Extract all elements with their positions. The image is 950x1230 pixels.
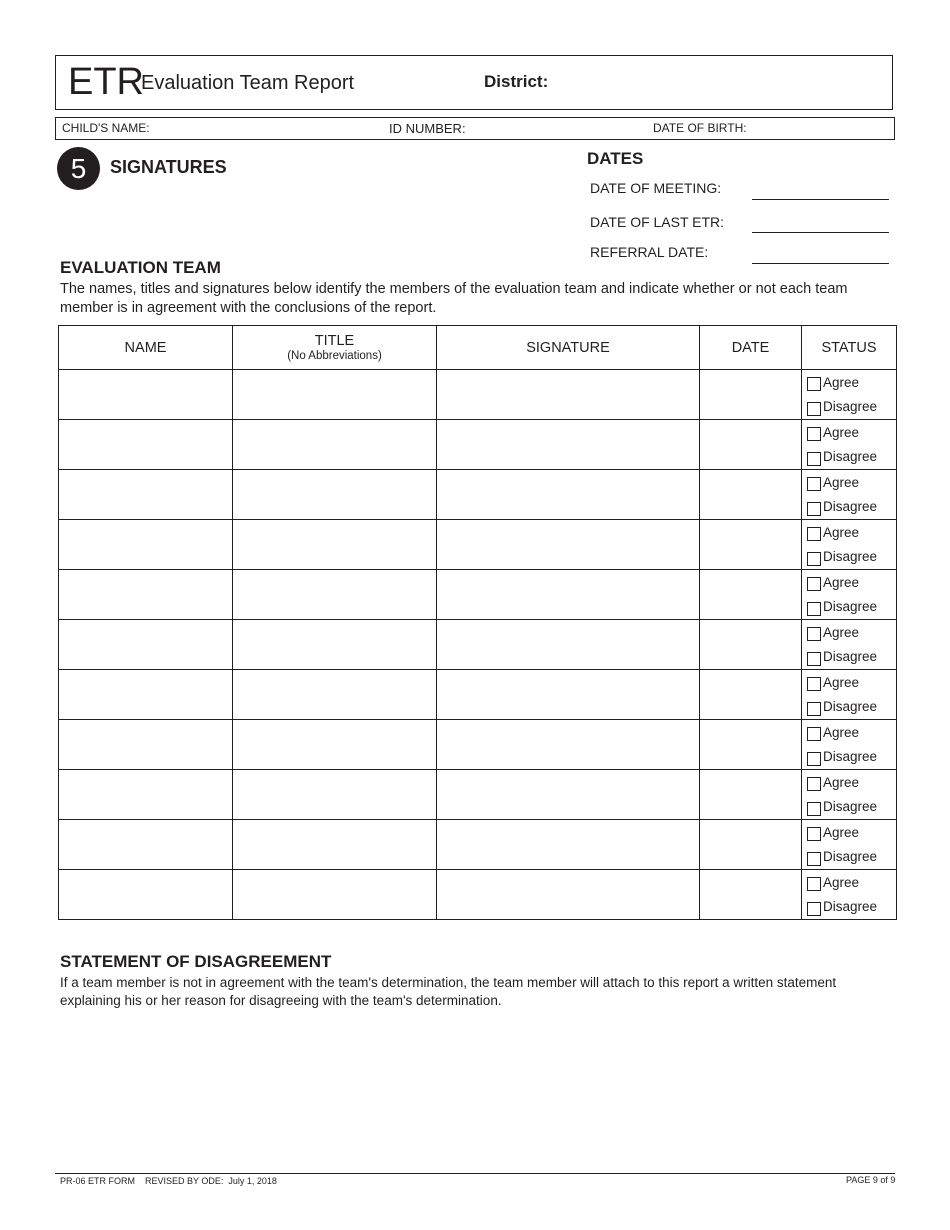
member-title-cell[interactable] [233, 470, 437, 520]
agree-label: Agree [823, 774, 860, 790]
member-status-cell [802, 370, 897, 420]
member-status-cell [802, 620, 897, 670]
disagreement-text: If a team member is not in agreement with the team's determination, the team member will attach to this report a written statement explaining his or her reason for disagreeing with the team's determination. [60, 975, 837, 1008]
member-status-cell [802, 470, 897, 520]
member-date-cell[interactable] [700, 570, 802, 620]
evaluation-team-title: EVALUATION TEAM [60, 258, 221, 277]
id-number-label: ID NUMBER: [389, 121, 466, 136]
disagree-checkbox[interactable] [807, 902, 821, 916]
date-of-birth-label: DATE OF BIRTH: [653, 121, 747, 135]
table-row [59, 520, 897, 570]
page-number: PAGE 9 of 9 [846, 1175, 896, 1185]
member-title-cell[interactable] [233, 820, 437, 870]
table-row [59, 470, 897, 520]
report-title: Evaluation Team Report [141, 72, 355, 94]
disagree-checkbox[interactable] [807, 852, 821, 866]
child-info-row [55, 117, 895, 140]
member-title-cell[interactable] [233, 620, 437, 670]
disagree-option[interactable] [802, 745, 896, 770]
date-of-last-etr-label: DATE OF LAST ETR: [590, 214, 725, 230]
member-signature-cell[interactable] [437, 520, 700, 570]
member-name-cell[interactable] [59, 570, 233, 620]
member-date-cell[interactable] [700, 620, 802, 670]
agree-option[interactable] [802, 770, 896, 795]
member-status-cell [802, 520, 897, 570]
member-signature-cell[interactable] [437, 770, 700, 820]
member-status-cell [802, 870, 897, 920]
referral-date-label: REFERRAL DATE: [590, 244, 709, 260]
agree-label: Agree [823, 524, 860, 540]
disagree-checkbox[interactable] [807, 802, 821, 816]
member-signature-cell[interactable] [437, 470, 700, 520]
disagree-option[interactable] [802, 895, 896, 920]
disagree-label: Disagree [823, 749, 878, 765]
evaluation-team-table [58, 325, 897, 920]
agree-checkbox[interactable] [807, 377, 821, 391]
member-name-cell[interactable] [59, 720, 233, 770]
member-date-cell[interactable] [700, 520, 802, 570]
disagree-option[interactable] [802, 695, 896, 720]
agree-checkbox[interactable] [807, 727, 821, 741]
member-status-cell [802, 820, 897, 870]
member-title-cell[interactable] [233, 520, 437, 570]
disagree-option[interactable] [802, 545, 896, 570]
table-row [59, 370, 897, 420]
disagree-label: Disagree [823, 449, 878, 465]
member-signature-cell[interactable] [437, 870, 700, 920]
agree-label: Agree [823, 874, 860, 890]
footer-divider [55, 1173, 895, 1174]
childs-name-label: CHILD'S NAME: [62, 121, 150, 135]
agree-option[interactable] [802, 720, 896, 745]
agree-checkbox[interactable] [807, 877, 821, 891]
disagree-option[interactable] [802, 495, 896, 520]
agree-label: Agree [823, 674, 860, 690]
agree-label: Agree [823, 574, 860, 590]
member-date-cell[interactable] [700, 370, 802, 420]
disagree-checkbox[interactable] [807, 752, 821, 766]
agree-option[interactable] [802, 520, 896, 545]
disagree-label: Disagree [823, 649, 878, 665]
agree-option[interactable] [802, 570, 896, 595]
member-date-cell[interactable] [700, 670, 802, 720]
member-name-cell[interactable] [59, 620, 233, 670]
member-date-cell[interactable] [700, 870, 802, 920]
member-status-cell [802, 420, 897, 470]
title-header-label: TITLE [314, 333, 355, 349]
member-title-cell[interactable] [233, 420, 437, 470]
member-status-cell [802, 570, 897, 620]
member-date-cell[interactable] [700, 720, 802, 770]
form-revision-info: PR-06 ETR FORM REVISED BY ODE: July 1, 2018 [60, 1176, 277, 1186]
member-date-cell[interactable] [700, 820, 802, 870]
disagree-checkbox[interactable] [807, 702, 821, 716]
member-name-cell[interactable] [59, 370, 233, 420]
agree-label: Agree [823, 424, 860, 440]
etr-mark: ETR [68, 61, 144, 103]
name-header-label: NAME [124, 339, 167, 356]
disagree-label: Disagree [823, 399, 878, 415]
section-title: SIGNATURES [110, 157, 227, 177]
agree-option[interactable] [802, 470, 896, 495]
agree-checkbox[interactable] [807, 677, 821, 691]
member-name-cell[interactable] [59, 420, 233, 470]
signature-header-label: SIGNATURE [526, 339, 610, 356]
agree-checkbox[interactable] [807, 827, 821, 841]
member-date-cell[interactable] [700, 770, 802, 820]
disagree-option[interactable] [802, 445, 896, 470]
agree-checkbox[interactable] [807, 477, 821, 491]
member-title-cell[interactable] [233, 870, 437, 920]
member-signature-cell[interactable] [437, 620, 700, 670]
agree-label: Agree [823, 374, 860, 390]
disagree-option[interactable] [802, 595, 896, 620]
date-of-meeting-label: DATE OF MEETING: [590, 180, 722, 196]
disagree-checkbox[interactable] [807, 452, 821, 466]
agree-checkbox[interactable] [807, 627, 821, 641]
disagree-label: Disagree [823, 899, 878, 915]
agree-option[interactable] [802, 870, 896, 895]
disagree-label: Disagree [823, 499, 878, 515]
evaluation-team-description: The names, titles and signatures below identify the members of the evaluation team and indicate whether or not each team member is in agreement with the conclusions of the report. [60, 281, 848, 316]
disagreement-title: STATEMENT OF DISAGREEMENT [60, 952, 332, 971]
agree-option[interactable] [802, 820, 896, 845]
disagree-label: Disagree [823, 799, 878, 815]
agree-option[interactable] [802, 370, 896, 395]
disagree-option[interactable] [802, 795, 896, 820]
date-of-last-etr-field[interactable] [752, 232, 889, 233]
table-row [59, 570, 897, 620]
agree-checkbox[interactable] [807, 577, 821, 591]
disagree-label: Disagree [823, 599, 878, 615]
disagree-checkbox[interactable] [807, 652, 821, 666]
agree-label: Agree [823, 724, 860, 740]
member-name-cell[interactable] [59, 520, 233, 570]
signature-column-header [437, 326, 700, 370]
agree-option[interactable] [802, 420, 896, 445]
disagree-label: Disagree [823, 699, 878, 715]
table-row [59, 870, 897, 920]
disagree-option[interactable] [802, 645, 896, 670]
member-signature-cell[interactable] [437, 420, 700, 470]
district-label: District: [484, 72, 549, 91]
member-status-cell [802, 770, 897, 820]
member-signature-cell[interactable] [437, 720, 700, 770]
agree-option[interactable] [802, 670, 896, 695]
name-column-header [59, 326, 233, 370]
table-row [59, 770, 897, 820]
disagree-option[interactable] [802, 395, 896, 420]
member-date-cell[interactable] [700, 470, 802, 520]
section-number-badge: 5 [57, 147, 100, 190]
member-name-cell[interactable] [59, 670, 233, 720]
member-signature-cell[interactable] [437, 820, 700, 870]
member-date-cell[interactable] [700, 420, 802, 470]
disagree-checkbox[interactable] [807, 602, 821, 616]
member-signature-cell[interactable] [437, 570, 700, 620]
member-title-cell[interactable] [233, 720, 437, 770]
agree-checkbox[interactable] [807, 427, 821, 441]
table-row [59, 670, 897, 720]
agree-option[interactable] [802, 620, 896, 645]
title-header-sublabel: (No Abbreviations) [287, 350, 382, 362]
dates-title: DATES [587, 149, 644, 168]
table-row [59, 620, 897, 670]
status-column-header [802, 326, 897, 370]
member-title-cell[interactable] [233, 770, 437, 820]
table-row [59, 820, 897, 870]
date-header-label: DATE [731, 339, 770, 356]
disagree-checkbox[interactable] [807, 552, 821, 566]
disagree-checkbox[interactable] [807, 502, 821, 516]
member-title-cell[interactable] [233, 570, 437, 620]
title-column-header [233, 326, 437, 370]
member-name-cell[interactable] [59, 770, 233, 820]
member-signature-cell[interactable] [437, 670, 700, 720]
agree-label: Agree [823, 474, 860, 490]
member-title-cell[interactable] [233, 670, 437, 720]
table-row [59, 720, 897, 770]
member-signature-cell[interactable] [437, 370, 700, 420]
member-status-cell [802, 720, 897, 770]
member-status-cell [802, 670, 897, 720]
date-column-header [700, 326, 802, 370]
disagree-label: Disagree [823, 849, 878, 865]
agree-label: Agree [823, 624, 860, 640]
disagree-label: Disagree [823, 549, 878, 565]
table-row [59, 420, 897, 470]
disagree-option[interactable] [802, 845, 896, 870]
agree-label: Agree [823, 824, 860, 840]
agree-checkbox[interactable] [807, 777, 821, 791]
member-name-cell[interactable] [59, 470, 233, 520]
disagree-checkbox[interactable] [807, 402, 821, 416]
table-header-row [59, 326, 897, 370]
member-title-cell[interactable] [233, 370, 437, 420]
member-name-cell[interactable] [59, 870, 233, 920]
referral-date-field[interactable] [752, 263, 889, 264]
status-header-label: STATUS [821, 339, 877, 356]
agree-checkbox[interactable] [807, 527, 821, 541]
date-of-meeting-field[interactable] [752, 199, 889, 200]
member-name-cell[interactable] [59, 820, 233, 870]
